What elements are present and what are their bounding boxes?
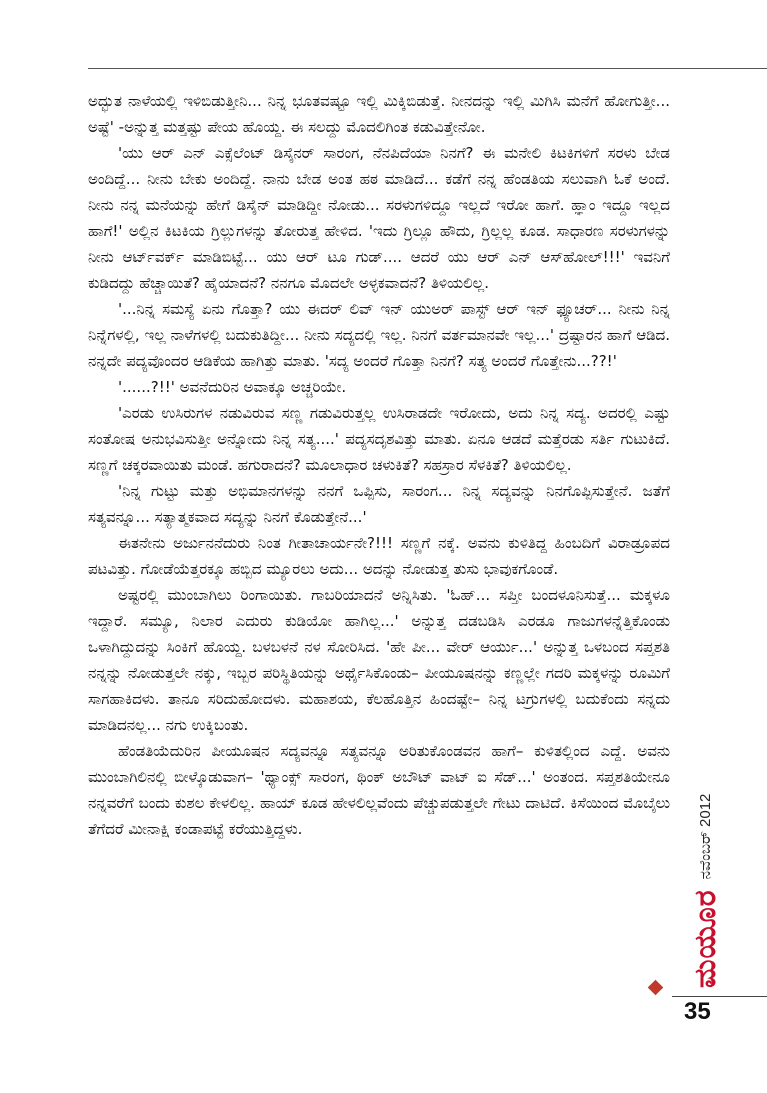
paragraph: ಅದ್ಭುತ ನಾಳೆಯಲ್ಲಿ ಇಳಿಬಿಡುತ್ತೀನಿ... ನಿನ್ನ ಭೂತವಷ್ಟೂ ಇಲ್ಲಿ ಮಿಕ್ಕಿಬಿಡುತ್ತೆ. ನೀನದನ್ನು ಇಲ್ಲಿ ಮಿಗಿಸಿ ಮನೆಗೆ ಹೋಗುತ್ತೀ... ಅಷ್ಟೆ' -ಅನ್ನುತ್ತ ಮತ್ತಷ್ಟು ಪೇಯ ಹೊಯ್ದ. ಈ ಸಲದ್ದು ಮೊದಲಿಗಿಂತ ಕಡುವಿತ್ತೇನೋ. — [88, 92, 670, 136]
paragraph: 'ಯು ಆರ್ ಎನ್ ಎಕ್ಸೆಲೆಂಟ್ ಡಿಸೈನರ್ ಸಾರಂಗ, ನೆನಪಿದೆಯಾ ನಿನಗೆ? ಈ ಮನೇಲಿ ಕಿಟಕಿಗಳಿಗೆ ಸರಳು ಬೇಡ ಅಂದಿದ್ದೆ... ನೀನು ಬೇಕು ಅಂದಿದ್ದೆ. ನಾನು ಬೇಡ ಅಂತ ಹಠ ಮಾಡಿದೆ... ಕಡೆಗೆ ನನ್ನ ಹೆಂಡತಿಯ ಸಲುವಾಗಿ ಓಕೆ ಅಂದೆ. ನೀನು ನನ್ನ ಮನೆಯನ್ನು ಹೇಗೆ ಡಿಸೈನ್ ಮಾಡಿದ್ದೀ ನೋಡು... ಸರಳುಗಳಿದ್ದೂ ಇಲ್ಲದೆ ಇರೋ ಹಾಗೆ. ಹ್ಞಾಂ ಇದ್ದೂ ಇಲ್ಲದ ಹಾಗೆ!' ಅಲ್ಲಿನ ಕಿಟಕಿಯ ಗ್ರಿಲ್ಲುಗಳನ್ನು ತೋರುತ್ತ ಹೇಳಿದ. 'ಇದು ಗ್ರಿಲ್ಲೂ ಹೌದು, ಗ್ರಿಲ್ಲಲ್ಲ ಕೂಡ. ಸಾಧಾರಣ ಸರಳುಗಳನ್ನು ನೀನು ಆರ್ಟ್‌ವರ್ಕ್ ಮಾಡಿಬಿಟ್ಟೆ... ಯು ಆರ್ ಟೂ ಗುಡ್.... ಆದರೆ ಯು ಆರ್ ಎನ್ ಆಸ್‌ಹೋಲ್!!!' ಇವನಿಗೆ ಕುಡಿದದ್ದು ಹೆಚ್ಚಾಯಿತೆ? ಹೈಯಾದನೆ? ನನಗೂ ಮೊದಲೇ ಅಳ್ಳಕವಾದನೆ? ತಿಳಿಯಲಿಲ್ಲ. — [88, 144, 670, 292]
paragraph: ಹೆಂಡತಿಯೆದುರಿನ ಪೀಯೂಷನ ಸದ್ಯವನ್ನೂ ಸತ್ಯವನ್ನೂ ಅರಿತುಕೊಂಡವನ ಹಾಗೆ– ಕುಳಿತಲ್ಲಿಂದ ಎದ್ದೆ. ಅವನು ಮುಂಬಾಗಿಲಿನಲ್ಲಿ ಬೀಳ್ಕೊಡುವಾಗ– 'ಥ್ಯಾಂಕ್ಸ್ ಸಾರಂಗ, ಥಿಂಕ್ ಅಬೌಟ್ ವಾಟ್ ಐ ಸೆಡ್...' ಅಂತಂದ. ಸಪ್ತಶತಿಯೇನೂ ನನ್ನವರೆಗೆ ಬಂದು ಕುಶಲ ಕೇಳಲಿಲ್ಲ. ಹಾಯ್ ಕೂಡ ಹೇಳಲಿಲ್ಲವೆಂದು ಪೆಚ್ಚುಪಡುತ್ತಲೇ ಗೇಟು ದಾಟಿದೆ. ಕಿಸೆಯಿಂದ ಮೊಬೈಲು ತೆಗೆದರೆ ಮೀನಾಕ್ಷಿ ಕಂಡಾಪಟ್ಟೆ ಕರೆಯುತ್ತಿದ್ದಳು. — [88, 742, 670, 838]
masthead-rotated — [688, 794, 723, 988]
paragraph: '...ನಿನ್ನ ಸಮಸ್ಯೆ ಏನು ಗೊತ್ತಾ? ಯು ಈದರ್ ಲಿವ್ ಇನ್ ಯುಅರ್ ಪಾಸ್ಟ್ ಆರ್ ಇನ್ ಫ್ಯೂಚರ್... ನೀನು ನಿನ್ನ ನಿನ್ನೆಗಳಲ್ಲಿ, ಇಲ್ಲ ನಾಳೆಗಳಲ್ಲಿ ಬದುಕುತಿದ್ದೀ... ನೀನು ಸದ್ಯದಲ್ಲಿ ಇಲ್ಲ. ನಿನಗೆ ವರ್ತಮಾನವೇ ಇಲ್ಲ...' ದ್ರಷ್ಟಾರನ ಹಾಗೆ ಆಡಿದ. ನನ್ನದೇ ಪದ್ಯವೊಂದರ ಆಡಿಕೆಯ ಹಾಗಿತ್ತು ಮಾತು. 'ಸದ್ಯ ಅಂದರೆ ಗೊತ್ತಾ ನಿನಗೆ? ಸತ್ಯ ಅಂದರೆ ಗೊತ್ತೇನು...??!' — [88, 300, 670, 370]
header-rule — [88, 68, 767, 69]
paragraph: ಅಷ್ಟರಲ್ಲಿ ಮುಂಬಾಗಿಲು ರಿಂಗಾಯಿತು. ಗಾಬರಿಯಾದನೆ ಅನ್ನಿಸಿತು. 'ಓಹ್... ಸಪ್ತೀ ಬಂದಳೂನಿಸುತ್ತೆ... ಮಕ್ಕಳೂ ಇದ್ದಾರೆ. ಸಮ್ಯೂ, ನಿಲಾರ ಎದುರು ಕುಡಿಯೋ ಹಾಗಿಲ್ಲ...' ಅನ್ನುತ್ತ ದಡಬಡಿಸಿ ಎರಡೂ ಗಾಜುಗಳನ್ನೆತ್ತಿಕೊಂಡು ಒಳಾಗಿದ್ದುದನ್ನು ಸಿಂಕಿಗೆ ಹೊಯ್ದ. ಬಳಬಳನೆ ನಳ ಸೋರಿಸಿದ. 'ಹೇ ಪೀ... ವೇರ್ ಆರ್ಯು...' ಅನ್ನುತ್ತ ಒಳಬಂದ ಸಪ್ತಶತಿ ನನ್ನನ್ನು ನೋಡುತ್ತಲೇ ನಕ್ಕು, ಇಬ್ಬರ ಪರಿಸ್ಥಿತಿಯನ್ನು ಅರ್ಥೈಸಿಕೊಂಡು– ಪೀಯೂಷನನ್ನು ಕಣ್ಣಲ್ಲೇ ಗದರಿ ಮಕ್ಕಳನ್ನು ರೂಮಿಗೆ ಸಾಗಹಾಕಿದಳು. ತಾನೂ ಸರಿದುಹೋದಳು. ಮಹಾಶಯ, ಕೆಲಹೊತ್ತಿನ ಹಿಂದಷ್ಟೇ– ನಿನ್ನ ಟಗ್ರುಗಳಲ್ಲಿ ಬದುಕೆಂದು ಸನ್ನದು ಮಾಡಿದನಲ್ಲ... ನಗು ಉಕ್ಕಿಬಂತು. — [88, 586, 670, 734]
issue-date: ನವೆಂಬರ್ 2012 — [697, 793, 714, 880]
paragraph: ಈತನೇನು ಅರ್ಜುನನೆದುರು ನಿಂತ ಗೀತಾಚಾರ್ಯನೇ?!!! ಸಣ್ಣಗೆ ನಕ್ಕೆ. ಅವನು ಕುಳಿತಿದ್ದ ಹಿಂಬದಿಗೆ ವಿರಾಡ್ರೂಪದ ಪಟವಿತ್ತು. ಗೋಡೆಯೆತ್ತರಕ್ಕೂ ಹಬ್ಬಿದ ಮ್ಯೂರಲು ಅದು... ಅದನ್ನು ನೋಡುತ್ತ ತುಸು ಭಾವುಕಗೊಂಡೆ. — [88, 534, 670, 578]
diamond-icon — [648, 980, 664, 996]
article-body — [88, 88, 670, 842]
paragraph: '......?!!' ಅವನೆದುರಿನ ಅವಾಕ್ಕೂ ಅಚ್ಚರಿಯೇ. — [118, 378, 347, 396]
footer-rule — [672, 996, 767, 997]
paragraph: 'ಎರಡು ಉಸಿರುಗಳ ನಡುವಿರುವ ಸಣ್ಣ ಗಡುವಿರುತ್ತಲ್ಲ ಉಸಿರಾಡದೇ ಇರೋದು, ಅದು ನಿನ್ನ ಸದ್ಯ. ಅದರಲ್ಲಿ ಎಷ್ಟು ಸಂತೋಷ ಅನುಭವಿಸುತ್ತೀ ಅನ್ನೋದು ನಿನ್ನ ಸತ್ಯ....' ಪದ್ಯಸದೃಶವಿತ್ತು ಮಾತು. ಏನೂ ಆಡದೆ ಮತ್ತೆರಡು ಸರ್ತಿ ಗುಟುಕಿದೆ. ಸಣ್ಣಗೆ ಚಕ್ಕರವಾಯಿತು ಮಂಡೆ. ಹಗುರಾದನೆ? ಮೂಲಾಧಾರ ಚಳುಕಿತೆ? ಸಹಸ್ರಾರ ಸೆಳಕಿತೆ? ತಿಳಿಯಲಿಲ್ಲ. — [88, 404, 670, 474]
magazine-logo: ಮಯೂರ — [688, 889, 723, 988]
page-number: 35 — [684, 998, 711, 1025]
paragraph: 'ನಿನ್ನ ಗುಟ್ಟು ಮತ್ತು ಅಭಿಮಾನಗಳನ್ನು ನನಗೆ ಒಪ್ಪಿಸು, ಸಾರಂಗ... ನಿನ್ನ ಸದ್ಯವನ್ನು ನಿನಗೊಪ್ಪಿಸುತ್ತೇನೆ. ಜತೆಗೆ ಸತ್ಯವನ್ನೂ... ಸತ್ಯಾತ್ಮಕವಾದ ಸದ್ಯನ್ನು ನಿನಗೆ ಕೊಡುತ್ತೇನೆ...' — [88, 482, 670, 526]
